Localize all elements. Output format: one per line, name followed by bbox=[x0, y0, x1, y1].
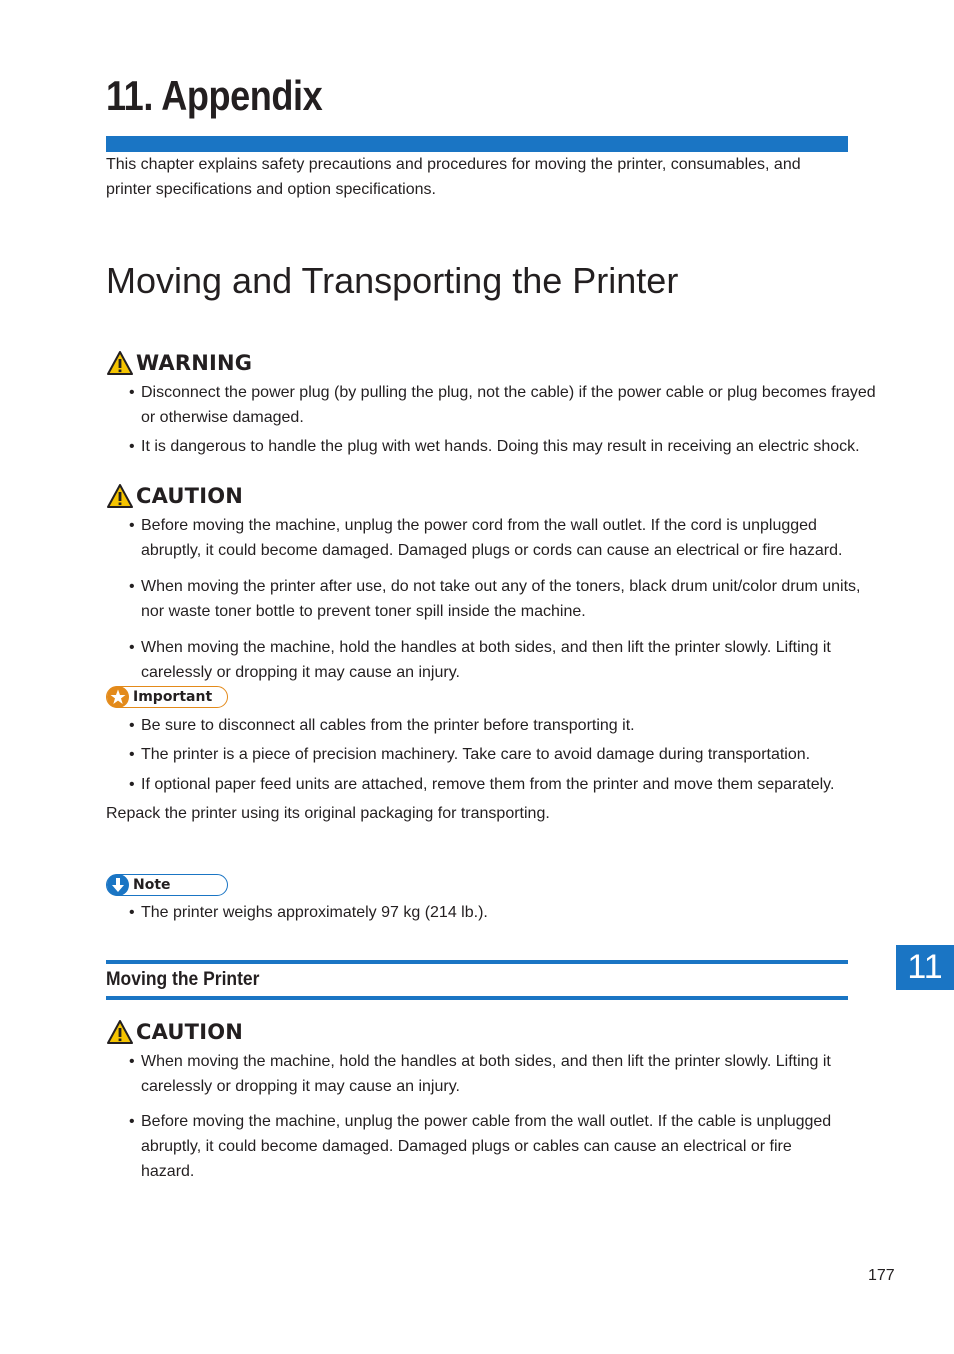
caution-label-text: CAUTION bbox=[136, 484, 244, 508]
chapter-intro: This chapter explains safety precautions and procedures for moving the printer, consumables, and printer specifications and option specifications. bbox=[106, 156, 801, 198]
list-item: • When moving the printer after use, do not take out any of the toners, black drum unit/color drum units, nor waste toner bottle to prevent toner spill inside the machine. bbox=[129, 578, 861, 620]
list-item: • The printer is a piece of precision machinery. Take care to avoid damage during transportation. bbox=[129, 746, 811, 763]
note-label bbox=[106, 874, 228, 896]
chapter-title: 11. Appendix bbox=[106, 72, 323, 119]
list-item: • Be sure to disconnect all cables from the printer before transporting it. bbox=[129, 717, 635, 734]
section-title: Moving and Transporting the Printer bbox=[106, 260, 679, 301]
note-list bbox=[106, 900, 866, 925]
list-item: • When moving the machine, hold the handles at both sides, and then lift the printer slowly. Lifting it carelessly or dropping it may cause an injury. bbox=[129, 639, 831, 681]
important-label bbox=[106, 686, 228, 708]
warning-triangle-icon bbox=[106, 483, 134, 509]
page-number: 177 bbox=[868, 1267, 895, 1284]
list-item: • If optional paper feed units are attached, remove them from the printer and move them separately. bbox=[129, 776, 835, 793]
list-item: • When moving the machine, hold the handles at both sides, and then lift the printer slowly. Lifting it carelessly or dropping it may cause an injury. bbox=[129, 1053, 831, 1095]
warning-triangle-icon bbox=[106, 350, 134, 376]
warning-label bbox=[106, 350, 252, 376]
repack-text: Repack the printer using its original packaging for transporting. bbox=[106, 805, 550, 822]
caution-label-text: CAUTION bbox=[136, 1020, 244, 1044]
important-label-text: Important bbox=[133, 689, 213, 705]
list-item: • Before moving the machine, unplug the power cable from the wall outlet. If the cable is unplugged abruptly, it could become damaged. Damaged plugs or cables can cause an electrical or fire hazard. bbox=[129, 1113, 832, 1180]
subsection-title: Moving the Printer bbox=[106, 969, 260, 990]
list-item: • It is dangerous to handle the plug with wet hands. Doing this may result in receiving an electric shock. bbox=[129, 438, 860, 455]
warning-label-text: WARNING bbox=[136, 351, 253, 375]
star-icon bbox=[107, 686, 129, 708]
chapter-title-bar bbox=[106, 136, 848, 152]
important-list bbox=[106, 713, 866, 797]
subsection-caution-list bbox=[106, 1049, 848, 1184]
subsection-top-rule bbox=[106, 960, 848, 964]
warning-list bbox=[106, 380, 876, 459]
caution-list bbox=[106, 513, 872, 685]
warning-triangle-icon bbox=[106, 1019, 134, 1045]
chapter-side-tab: 11 bbox=[896, 945, 954, 990]
note-label-text: Note bbox=[133, 877, 171, 893]
list-item: • The printer weighs approximately 97 kg (214 lb.). bbox=[129, 904, 488, 921]
subsection-bottom-rule bbox=[106, 996, 848, 1000]
down-arrow-icon bbox=[107, 874, 129, 896]
caution-label bbox=[106, 483, 243, 509]
list-item: • Before moving the machine, unplug the power cord from the wall outlet. If the cord is unplugged abruptly, it could become damaged. Damaged plugs or cords can cause an electrical or fire hazard. bbox=[129, 517, 843, 559]
list-item: • Disconnect the power plug (by pulling the plug, not the cable) if the power cable or plug becomes frayed or otherwise damaged. bbox=[129, 384, 876, 426]
caution-label bbox=[106, 1019, 243, 1045]
